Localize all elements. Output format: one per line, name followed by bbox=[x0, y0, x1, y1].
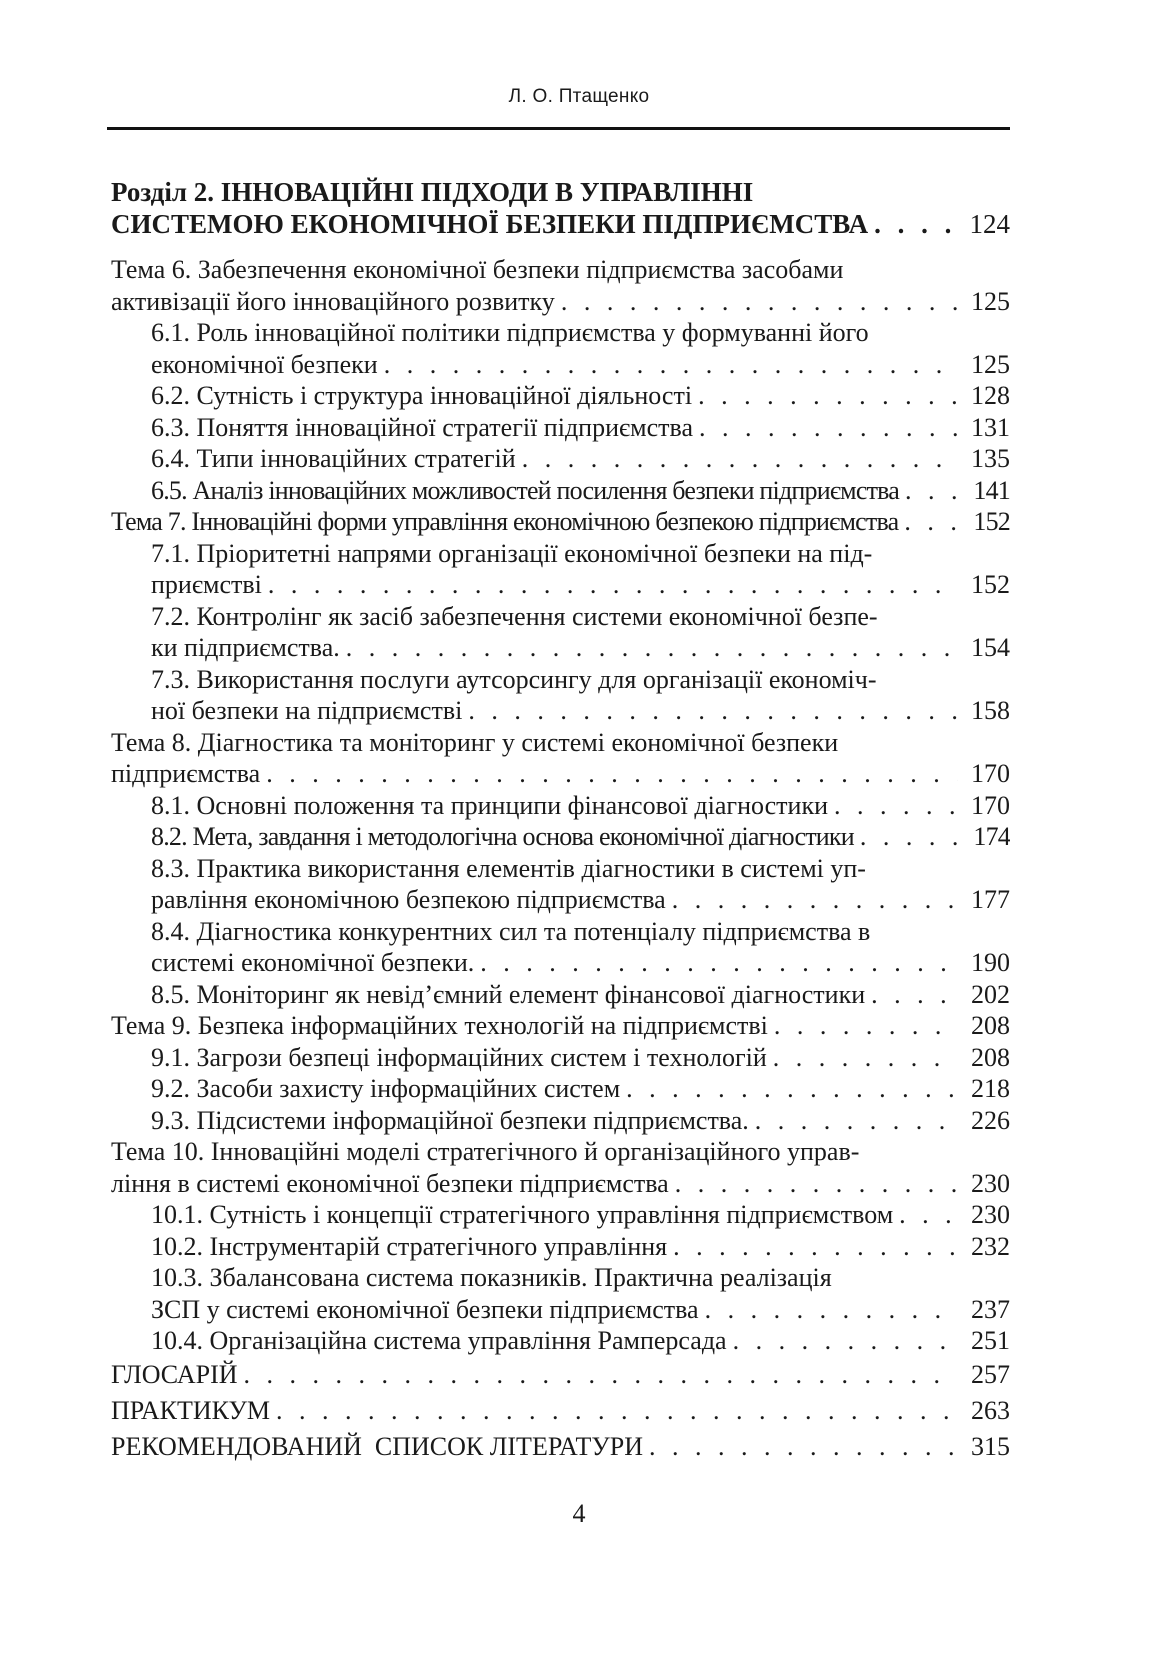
toc-page-number: 251 bbox=[971, 1326, 1010, 1355]
toc-entry-7-2-cont[interactable]: ки підприємства. . . . 154 bbox=[111, 632, 1010, 664]
dot-leader bbox=[516, 443, 958, 475]
toc-entry-practicum[interactable]: ПРАКТИКУМ . . . 263 bbox=[111, 1393, 1010, 1429]
dot-leader bbox=[669, 1168, 958, 1200]
toc-page-number: 141 bbox=[973, 475, 1010, 505]
toc-entry-6-5[interactable]: 6.5. Аналіз інноваційних можливостей посилення безпеки підприємства . . . 141 bbox=[111, 475, 1010, 507]
dot-leader bbox=[693, 412, 958, 444]
toc-entry-topic-7[interactable]: Тема 7. Інноваційні форми управління економічною безпекою підприємства . . . 152 bbox=[111, 506, 1010, 538]
dot-leader bbox=[666, 884, 958, 916]
dot-leader bbox=[555, 286, 958, 318]
toc-entry-topic-8[interactable]: Тема 8. Діагностика та моніторинг у системі економічної безпеки bbox=[111, 727, 839, 757]
toc-entry-7-2[interactable]: 7.2. Контролінг як засіб забезпечення системи економічної безпе- bbox=[151, 601, 878, 631]
section-page-number: 124 bbox=[969, 209, 1010, 239]
toc-page-number: 154 bbox=[971, 633, 1010, 662]
toc-page-number: 218 bbox=[971, 1074, 1010, 1103]
toc-page-number: 170 bbox=[971, 759, 1010, 788]
toc-entry-8-4-cont[interactable]: системі економічної безпеки. . . . 190 bbox=[111, 947, 1010, 979]
dot-leader bbox=[768, 1010, 958, 1042]
toc-page-number: 237 bbox=[971, 1294, 1010, 1324]
dot-leader bbox=[378, 349, 958, 381]
table-of-contents bbox=[111, 176, 1010, 1465]
dot-leader bbox=[340, 632, 958, 664]
toc-entry-topic-6-cont[interactable]: активізації його інноваційного розвитку . . . 125 bbox=[111, 286, 1010, 318]
section-heading-line-2: СИСТЕМОЮ ЕКОНОМІЧНОЇ БЕЗПЕКИ ПІДПРИЄМСТВА . . . 124 bbox=[111, 208, 1010, 240]
dot-leader bbox=[620, 1073, 958, 1105]
toc-page-number: 125 bbox=[971, 286, 1010, 316]
toc-entry-8-5[interactable]: 8.5. Моніторинг як невід’ємний елемент фінансової діагностики . . . 202 bbox=[111, 979, 1010, 1011]
toc-page-number: 257 bbox=[971, 1359, 1010, 1389]
dot-leader bbox=[865, 979, 958, 1011]
dot-leader bbox=[727, 1325, 958, 1357]
toc-entry-7-3-cont[interactable]: ної безпеки на підприємстві . . . 158 bbox=[111, 695, 1010, 727]
dot-leader bbox=[474, 947, 958, 979]
dot-leader bbox=[643, 1429, 958, 1465]
toc-entry-6-2[interactable]: 6.2. Сутність і структура інноваційної діяльності . . . 128 bbox=[111, 380, 1010, 412]
toc-page-number: 230 bbox=[971, 1200, 1010, 1229]
toc-entry-6-1[interactable]: 6.1. Роль інноваційної політики підприємства у формуванні його bbox=[151, 318, 869, 347]
toc-page-number: 170 bbox=[971, 790, 1010, 820]
toc-entry-10-3[interactable]: 10.3. Збалансована система показників. Практична реалізація bbox=[151, 1263, 832, 1292]
toc-entry-6-4[interactable]: 6.4. Типи інноваційних стратегій . . . 135 bbox=[111, 443, 1010, 475]
dot-leader bbox=[893, 1199, 958, 1231]
toc-page-number: 190 bbox=[971, 948, 1010, 977]
toc-page-number: 232 bbox=[971, 1231, 1010, 1261]
toc-entry-10-3-cont[interactable]: ЗСП у системі економічної безпеки підприємства . . . 237 bbox=[111, 1294, 1010, 1326]
toc-page-number: 208 bbox=[971, 1042, 1010, 1072]
toc-entry-8-4[interactable]: 8.4. Діагностика конкурентних сил та потенціалу підприємства в bbox=[151, 916, 871, 946]
toc-page-number: 125 bbox=[971, 349, 1010, 379]
toc-entry-9-1[interactable]: 9.1. Загрози безпеці інформаційних систем і технологій . . . 208 bbox=[111, 1042, 1010, 1074]
toc-page-number: 208 bbox=[971, 1011, 1010, 1040]
toc-entry-topic-10[interactable]: Тема 10. Інноваційні моделі стратегічного й організаційного управ- bbox=[111, 1137, 860, 1166]
toc-page-number: 131 bbox=[971, 412, 1010, 442]
dot-leader bbox=[854, 821, 958, 853]
dot-leader bbox=[749, 1105, 958, 1137]
dot-leader bbox=[270, 1393, 958, 1429]
dot-leader bbox=[667, 1231, 958, 1263]
dot-leader bbox=[898, 506, 958, 538]
running-head-author: Л. О. Птащенко bbox=[508, 86, 650, 107]
toc-entry-7-1-cont[interactable]: приємстві . . . 152 bbox=[111, 569, 1010, 601]
toc-entry-9-2[interactable]: 9.2. Засоби захисту інформаційних систем . . . 218 bbox=[111, 1073, 1010, 1105]
toc-entry-8-3[interactable]: 8.3. Практика використання елементів діагностики в системі уп- bbox=[151, 853, 866, 883]
toc-page-number: 263 bbox=[971, 1395, 1010, 1425]
toc-page-number: 152 bbox=[973, 507, 1010, 536]
toc-entry-6-1-cont[interactable]: економічної безпеки . . . 125 bbox=[111, 349, 1010, 381]
toc-entry-glossary[interactable]: ГЛОСАРІЙ . . . 257 bbox=[111, 1357, 1010, 1393]
dot-leader bbox=[868, 208, 958, 240]
dot-leader bbox=[699, 1294, 958, 1326]
toc-page-number: 174 bbox=[973, 822, 1010, 851]
toc-entry-6-3[interactable]: 6.3. Поняття інноваційної стратегії підприємства . . . 131 bbox=[111, 412, 1010, 444]
dot-leader bbox=[692, 380, 958, 412]
toc-entry-8-1[interactable]: 8.1. Основні положення та принципи фінансової діагностики . . . 170 bbox=[111, 790, 1010, 822]
toc-page-number: 135 bbox=[971, 444, 1010, 473]
dot-leader bbox=[828, 790, 958, 822]
toc-entry-topic-8-cont[interactable]: підприємства . . . 170 bbox=[111, 758, 1010, 790]
toc-page-number: 202 bbox=[971, 979, 1010, 1009]
toc-entry-10-4[interactable]: 10.4. Організаційна система управління Рамперсада . . . 251 bbox=[111, 1325, 1010, 1357]
section-heading-line-1: Розділ 2. ІННОВАЦІЙНІ ПІДХОДИ В УПРАВЛІННІ bbox=[111, 177, 754, 207]
toc-page-number: 226 bbox=[971, 1105, 1010, 1135]
toc-entry-7-1[interactable]: 7.1. Пріоритетні напрями організації економічної безпеки на під- bbox=[151, 538, 873, 568]
toc-entry-9-3[interactable]: 9.3. Підсистеми інформаційної безпеки підприємства. . . . 226 bbox=[111, 1105, 1010, 1137]
toc-entry-topic-10-cont[interactable]: ління в системі економічної безпеки підприємства . . . 230 bbox=[111, 1168, 1010, 1200]
page-number: 4 bbox=[572, 1499, 586, 1528]
toc-entry-8-3-cont[interactable]: равління економічною безпекою підприємства . . . 177 bbox=[111, 884, 1010, 916]
toc-page-number: 152 bbox=[971, 570, 1010, 599]
dot-leader bbox=[260, 758, 958, 790]
toc-entry-8-2[interactable]: 8.2. Мета, завдання і методологічна основа економічної діагностики . . . 174 bbox=[111, 821, 1010, 853]
dot-leader bbox=[899, 475, 958, 507]
toc-page-number: 158 bbox=[971, 696, 1010, 725]
toc-entry-10-1[interactable]: 10.1. Сутність і концепції стратегічного управління підприємством . . . 230 bbox=[111, 1199, 1010, 1231]
dot-leader bbox=[262, 569, 958, 601]
dot-leader bbox=[238, 1357, 958, 1393]
dot-leader bbox=[767, 1042, 958, 1074]
toc-page-number: 315 bbox=[971, 1431, 1010, 1461]
toc-entry-7-3[interactable]: 7.3. Використання послуги аутсорсингу для організації економіч- bbox=[151, 664, 877, 694]
toc-page-number: 177 bbox=[971, 885, 1010, 914]
toc-entry-topic-6[interactable]: Тема 6. Забезпечення економічної безпеки підприємства засобами bbox=[111, 255, 844, 284]
dot-leader bbox=[462, 695, 958, 727]
toc-page-number: 128 bbox=[971, 381, 1010, 410]
toc-entry-10-2[interactable]: 10.2. Інструментарій стратегічного управління . . . 232 bbox=[111, 1231, 1010, 1263]
toc-entry-topic-9[interactable]: Тема 9. Безпека інформаційних технологій на підприємстві . . . 208 bbox=[111, 1010, 1010, 1042]
toc-entry-references[interactable]: РЕКОМЕНДОВАНИЙ СПИСОК ЛІТЕРАТУРИ . . . 315 bbox=[111, 1429, 1010, 1465]
header-rule bbox=[107, 127, 1010, 130]
toc-page-number: 230 bbox=[971, 1168, 1010, 1198]
